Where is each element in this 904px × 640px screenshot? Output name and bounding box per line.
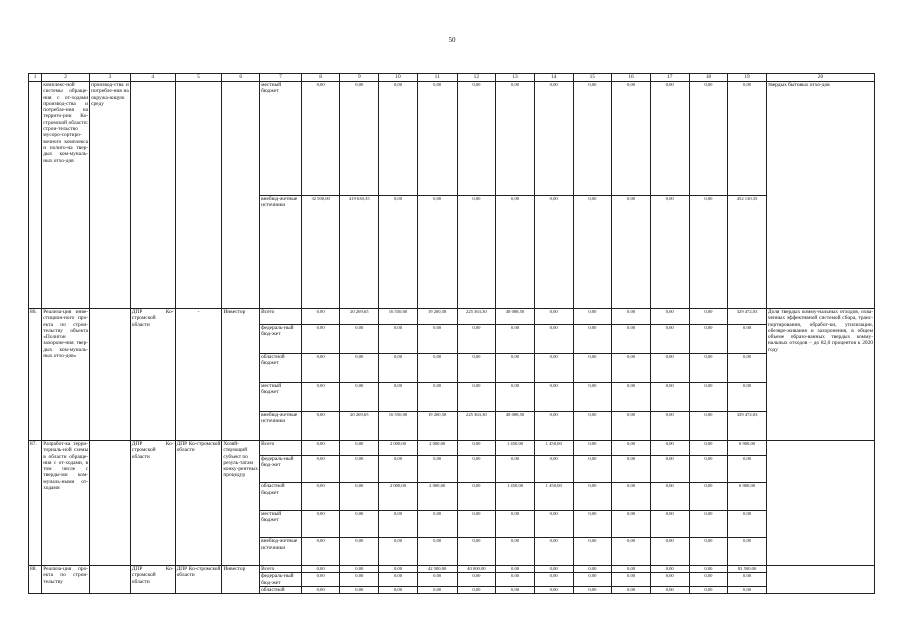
value-cell: 0,00 bbox=[417, 538, 457, 566]
value-cell: 0,00 bbox=[301, 483, 340, 511]
row-number-cell: 86. bbox=[29, 309, 42, 441]
header-cell: 19 bbox=[728, 74, 767, 82]
value-cell: 2 000,00 bbox=[379, 441, 418, 456]
value-cell: 0,00 bbox=[496, 82, 535, 196]
value-cell: 0,00 bbox=[417, 510, 457, 538]
indicator-cell: Доля твердых комму-нальных отходов, охва-ченных эффективной системой сбора, транс-портирования, обработ-ки, утилизации, обезвре-живания и захоронения, в общем объеме образо-ванных твердых комму-нальных отходов – до 82,0 процентов к 2020 году bbox=[766, 309, 874, 441]
funding-source-cell: федераль-ный бюд-жет bbox=[260, 324, 302, 353]
value-cell: 0,00 bbox=[612, 573, 651, 587]
value-cell: 0,00 bbox=[650, 538, 689, 566]
value-cell: 0,00 bbox=[689, 586, 728, 593]
header-cell: 4 bbox=[130, 74, 175, 82]
value-cell: 0,00 bbox=[650, 483, 689, 511]
participant-cell: Инвестор bbox=[222, 566, 260, 594]
value-cell: 0,00 bbox=[457, 353, 496, 382]
value-cell: 0,00 bbox=[728, 573, 767, 587]
value-cell: 452 130,35 bbox=[728, 195, 767, 309]
value-cell: 0,00 bbox=[689, 309, 728, 325]
participant-cell: Хозяй-ствующий субъект по резуль-татам конку-рентных процедур bbox=[222, 441, 260, 566]
value-cell: 16 550,00 bbox=[379, 309, 418, 325]
value-cell: 0,00 bbox=[534, 566, 573, 573]
value-cell: 0,00 bbox=[689, 82, 728, 196]
value-cell: 0,00 bbox=[340, 538, 379, 566]
value-cell: 225 363,30 bbox=[457, 411, 496, 440]
indicator-cell bbox=[766, 441, 874, 566]
coexecutor-cell bbox=[175, 82, 222, 309]
header-cell: 8 bbox=[301, 74, 340, 82]
value-cell: 40 000,00 bbox=[457, 566, 496, 573]
value-cell: 0,00 bbox=[573, 510, 612, 538]
value-cell: 0,00 bbox=[650, 353, 689, 382]
value-cell: 0,00 bbox=[573, 353, 612, 382]
value-cell: 0,00 bbox=[573, 195, 612, 309]
value-cell: 0,00 bbox=[612, 309, 651, 325]
header-cell: 16 bbox=[612, 74, 651, 82]
value-cell: 0,00 bbox=[340, 324, 379, 353]
goal-cell bbox=[90, 566, 131, 594]
funding-source-cell: внебюд-жетные источники bbox=[260, 538, 302, 566]
value-cell: 0,00 bbox=[301, 353, 340, 382]
value-cell: 0,00 bbox=[340, 455, 379, 483]
value-cell: 0,00 bbox=[457, 510, 496, 538]
value-cell: 42 500,00 bbox=[417, 566, 457, 573]
budget-table bbox=[28, 73, 875, 594]
value-cell: 0,00 bbox=[534, 411, 573, 440]
value-cell: 0,00 bbox=[612, 483, 651, 511]
value-cell: 0,00 bbox=[340, 566, 379, 573]
value-cell: 0,00 bbox=[573, 538, 612, 566]
value-cell: 0,00 bbox=[534, 538, 573, 566]
indicator-cell: твердых бытовых отхо-дов bbox=[766, 82, 874, 309]
value-cell: 0,00 bbox=[379, 195, 418, 309]
value-cell: 0,00 bbox=[457, 195, 496, 309]
header-cell: 10 bbox=[379, 74, 418, 82]
row-number-cell: 88. bbox=[29, 566, 42, 594]
value-cell: 0,00 bbox=[573, 455, 612, 483]
value-cell: 0,00 bbox=[650, 382, 689, 411]
value-cell: 0,00 bbox=[689, 441, 728, 456]
value-cell: 0,00 bbox=[301, 573, 340, 587]
participant-cell: Инвестор bbox=[222, 309, 260, 441]
header-cell: 2 bbox=[42, 74, 90, 82]
value-cell: 0,00 bbox=[573, 382, 612, 411]
value-cell: 0,00 bbox=[534, 382, 573, 411]
coexecutor-cell: ДПР Ко-стромской области bbox=[175, 441, 222, 566]
value-cell: 0,00 bbox=[379, 82, 418, 196]
header-row bbox=[29, 74, 875, 82]
goal-cell bbox=[90, 441, 131, 566]
value-cell: 0,00 bbox=[301, 538, 340, 566]
value-cell: 0,00 bbox=[573, 566, 612, 573]
event-name-cell: Реализа-ция инве-стицион-ного про-екта по строи-тельству объекта «Полигон захороне-ния твер-дых ком-муналь-ных отхо-дов» bbox=[42, 309, 90, 441]
value-cell: 20 269,65 bbox=[340, 411, 379, 440]
participant-cell bbox=[222, 82, 260, 309]
value-cell: 0,00 bbox=[534, 586, 573, 593]
value-cell: 0,00 bbox=[534, 309, 573, 325]
value-cell: 0,00 bbox=[650, 411, 689, 440]
value-cell: 0,00 bbox=[612, 586, 651, 593]
value-cell: 0,00 bbox=[534, 455, 573, 483]
value-cell: 0,00 bbox=[379, 382, 418, 411]
value-cell: 0,00 bbox=[689, 566, 728, 573]
value-cell: 20 269,65 bbox=[340, 309, 379, 325]
value-cell: 0,00 bbox=[301, 382, 340, 411]
value-cell: 2 000,00 bbox=[417, 483, 457, 511]
value-cell: 0,00 bbox=[573, 82, 612, 196]
value-cell: 0,00 bbox=[496, 455, 535, 483]
table-row bbox=[29, 82, 875, 196]
funding-source-cell: Всего bbox=[260, 441, 302, 456]
value-cell: 0,00 bbox=[612, 195, 651, 309]
value-cell: 0,00 bbox=[340, 586, 379, 593]
table-row bbox=[29, 441, 875, 456]
header-cell: 18 bbox=[689, 74, 728, 82]
header-cell: 14 bbox=[534, 74, 573, 82]
value-cell: 0,00 bbox=[301, 566, 340, 573]
value-cell: 0,00 bbox=[340, 353, 379, 382]
value-cell: 0,00 bbox=[573, 309, 612, 325]
value-cell: 0,00 bbox=[457, 441, 496, 456]
value-cell: 0,00 bbox=[728, 538, 767, 566]
header-cell: 15 bbox=[573, 74, 612, 82]
funding-source-cell: федераль-ный бюд-жет bbox=[260, 455, 302, 483]
value-cell: 0,00 bbox=[417, 382, 457, 411]
value-cell: 0,00 bbox=[417, 573, 457, 587]
value-cell: 0,00 bbox=[379, 353, 418, 382]
funding-source-cell: внебюд-жетные источники bbox=[260, 411, 302, 440]
funding-source-cell: внебюд-жетные источники bbox=[260, 195, 302, 309]
value-cell: 0,00 bbox=[301, 441, 340, 456]
value-cell: 0,00 bbox=[379, 324, 418, 353]
header-cell: 12 bbox=[457, 74, 496, 82]
value-cell: 329 472,03 bbox=[728, 411, 767, 440]
value-cell: 0,00 bbox=[379, 566, 418, 573]
funding-source-cell: местный бюджет bbox=[260, 382, 302, 411]
coexecutor-cell: - bbox=[175, 309, 222, 441]
value-cell: 16 550,00 bbox=[379, 411, 418, 440]
value-cell: 0,00 bbox=[340, 382, 379, 411]
value-cell: 0,00 bbox=[612, 510, 651, 538]
value-cell: 0,00 bbox=[496, 538, 535, 566]
value-cell: 0,00 bbox=[689, 573, 728, 587]
value-cell: 0,00 bbox=[650, 309, 689, 325]
funding-source-cell: областной бюджет bbox=[260, 483, 302, 511]
row-number-cell: 87. bbox=[29, 441, 42, 566]
value-cell: 0,00 bbox=[728, 324, 767, 353]
value-cell: 0,00 bbox=[728, 586, 767, 593]
value-cell: 0,00 bbox=[340, 510, 379, 538]
value-cell: 0,00 bbox=[496, 195, 535, 309]
value-cell: 0,00 bbox=[689, 195, 728, 309]
value-cell: 0,00 bbox=[573, 441, 612, 456]
header-cell: 17 bbox=[650, 74, 689, 82]
event-name-cell: комплекс-ной системы обраще-ния с от-ходами производ-ства и потребле-ния на террито-рии Ко-стромской области: строи-тельство мусоро-сортиро-вочного комплекса и полиго-на твер-дых ком-муналь-ных отхо-дов bbox=[42, 82, 90, 309]
value-cell: 0,00 bbox=[612, 538, 651, 566]
value-cell: 0,00 bbox=[379, 573, 418, 587]
value-cell: 0,00 bbox=[417, 195, 457, 309]
value-cell: 0,00 bbox=[728, 382, 767, 411]
value-cell: 0,00 bbox=[379, 510, 418, 538]
value-cell: 0,00 bbox=[340, 441, 379, 456]
value-cell: 0,00 bbox=[417, 586, 457, 593]
value-cell: 19 200,58 bbox=[417, 411, 457, 440]
funding-source-cell: местный бюджет bbox=[260, 510, 302, 538]
value-cell: 0,00 bbox=[689, 382, 728, 411]
responsible-cell: ДПР Ко-стромской области bbox=[130, 309, 175, 441]
value-cell: 19 200,58 bbox=[417, 309, 457, 325]
value-cell: 0,00 bbox=[496, 324, 535, 353]
value-cell: 0,00 bbox=[650, 82, 689, 196]
value-cell: 0,00 bbox=[301, 455, 340, 483]
funding-source-cell: Всего bbox=[260, 309, 302, 325]
value-cell: 0,00 bbox=[340, 573, 379, 587]
value-cell: 1 450,00 bbox=[496, 441, 535, 456]
value-cell: 0,00 bbox=[534, 510, 573, 538]
value-cell: 0,00 bbox=[457, 455, 496, 483]
value-cell: 0,00 bbox=[379, 586, 418, 593]
value-cell: 1 450,00 bbox=[534, 483, 573, 511]
value-cell: 0,00 bbox=[689, 538, 728, 566]
event-name-cell: Реализа-ция про-екта по строи-тельству bbox=[42, 566, 90, 594]
value-cell: 0,00 bbox=[573, 586, 612, 593]
value-cell: 0,00 bbox=[689, 324, 728, 353]
row-number-cell bbox=[29, 82, 42, 309]
value-cell: 0,00 bbox=[457, 324, 496, 353]
value-cell: 6 900,00 bbox=[728, 483, 767, 511]
value-cell: 0,00 bbox=[496, 573, 535, 587]
table-row bbox=[29, 566, 875, 573]
header-cell: 7 bbox=[260, 74, 302, 82]
coexecutor-cell: ДПР Ко-стромской области bbox=[175, 566, 222, 594]
value-cell: 225 363,30 bbox=[457, 309, 496, 325]
value-cell: 0,00 bbox=[417, 324, 457, 353]
value-cell: 2 000,00 bbox=[417, 441, 457, 456]
value-cell: 0,00 bbox=[496, 382, 535, 411]
value-cell: 0,00 bbox=[612, 566, 651, 573]
value-cell: 0,00 bbox=[612, 455, 651, 483]
value-cell: 0,00 bbox=[728, 353, 767, 382]
value-cell: 0,00 bbox=[689, 353, 728, 382]
funding-source-cell: местный бюджет bbox=[260, 82, 302, 196]
value-cell: 0,00 bbox=[650, 566, 689, 573]
value-cell: 0,00 bbox=[534, 353, 573, 382]
event-name-cell: Разработ-ка терри-ториаль-ной схемы в области обраще-ния с от-ходами, в том числе с тверды-ми ком-муналь-ными от-ходами bbox=[42, 441, 90, 566]
value-cell: 0,00 bbox=[612, 382, 651, 411]
value-cell: 0,00 bbox=[534, 573, 573, 587]
funding-source-cell: федераль-ный бюд-жет bbox=[260, 573, 302, 587]
value-cell: 0,00 bbox=[689, 411, 728, 440]
value-cell: 0,00 bbox=[728, 510, 767, 538]
value-cell: 0,00 bbox=[301, 411, 340, 440]
value-cell: 0,00 bbox=[650, 510, 689, 538]
value-cell: 32 500,00 bbox=[301, 195, 340, 309]
value-cell: 82 500,00 bbox=[728, 566, 767, 573]
value-cell: 0,00 bbox=[728, 82, 767, 196]
value-cell: 0,00 bbox=[379, 538, 418, 566]
value-cell: 1 450,00 bbox=[534, 441, 573, 456]
value-cell: 0,00 bbox=[650, 573, 689, 587]
value-cell: 0,00 bbox=[650, 586, 689, 593]
funding-source-cell: Всего bbox=[260, 566, 302, 573]
value-cell: 0,00 bbox=[612, 441, 651, 456]
page-number: 50 bbox=[448, 36, 456, 44]
value-cell: 0,00 bbox=[534, 82, 573, 196]
value-cell: 0,00 bbox=[689, 510, 728, 538]
value-cell: 0,00 bbox=[496, 586, 535, 593]
value-cell: 0,00 bbox=[573, 573, 612, 587]
value-cell: 0,00 bbox=[534, 324, 573, 353]
value-cell: 329 472,03 bbox=[728, 309, 767, 325]
value-cell: 0,00 bbox=[417, 82, 457, 196]
value-cell: 419 630,35 bbox=[340, 195, 379, 309]
value-cell: 48 088,50 bbox=[496, 411, 535, 440]
goal-cell bbox=[90, 309, 131, 441]
header-cell: 6 bbox=[222, 74, 260, 82]
header-cell: 13 bbox=[496, 74, 535, 82]
responsible-cell: ДПР Ко-стромской области bbox=[130, 441, 175, 566]
value-cell: 0,00 bbox=[457, 538, 496, 566]
table-row bbox=[29, 309, 875, 325]
header-cell: 3 bbox=[90, 74, 131, 82]
funding-source-cell: областной бюджет bbox=[260, 353, 302, 382]
indicator-cell bbox=[766, 566, 874, 594]
value-cell: 0,00 bbox=[457, 382, 496, 411]
header-cell: 1 bbox=[29, 74, 42, 82]
value-cell: 0,00 bbox=[301, 309, 340, 325]
responsible-cell bbox=[130, 82, 175, 309]
value-cell: 1 450,00 bbox=[496, 483, 535, 511]
value-cell: 0,00 bbox=[612, 411, 651, 440]
value-cell: 0,00 bbox=[457, 586, 496, 593]
value-cell: 0,00 bbox=[457, 483, 496, 511]
value-cell: 0,00 bbox=[301, 324, 340, 353]
value-cell: 0,00 bbox=[650, 324, 689, 353]
value-cell: 0,00 bbox=[612, 353, 651, 382]
value-cell: 0,00 bbox=[573, 411, 612, 440]
value-cell: 0,00 bbox=[301, 82, 340, 196]
value-cell: 0,00 bbox=[496, 353, 535, 382]
header-cell: 20 bbox=[766, 74, 874, 82]
value-cell: 0,00 bbox=[534, 195, 573, 309]
value-cell: 6 900,00 bbox=[728, 441, 767, 456]
value-cell: 48 088,50 bbox=[496, 309, 535, 325]
value-cell: 0,00 bbox=[612, 324, 651, 353]
value-cell: 0,00 bbox=[340, 82, 379, 196]
value-cell: 0,00 bbox=[573, 324, 612, 353]
value-cell: 0,00 bbox=[496, 510, 535, 538]
value-cell: 0,00 bbox=[457, 82, 496, 196]
funding-source-cell: областной bbox=[260, 586, 302, 593]
goal-cell: производ-ства и потребле-ния на окружа-ющую среду bbox=[90, 82, 131, 309]
value-cell: 0,00 bbox=[650, 455, 689, 483]
value-cell: 0,00 bbox=[650, 195, 689, 309]
value-cell: 0,00 bbox=[689, 455, 728, 483]
header-cell: 9 bbox=[340, 74, 379, 82]
value-cell: 0,00 bbox=[417, 353, 457, 382]
value-cell: 0,00 bbox=[301, 510, 340, 538]
value-cell: 0,00 bbox=[650, 441, 689, 456]
value-cell: 0,00 bbox=[379, 455, 418, 483]
value-cell: 0,00 bbox=[689, 483, 728, 511]
value-cell: 0,00 bbox=[496, 566, 535, 573]
value-cell: 0,00 bbox=[340, 483, 379, 511]
header-cell: 11 bbox=[417, 74, 457, 82]
value-cell: 0,00 bbox=[728, 455, 767, 483]
value-cell: 2 000,00 bbox=[379, 483, 418, 511]
value-cell: 0,00 bbox=[417, 455, 457, 483]
header-cell: 5 bbox=[175, 74, 222, 82]
value-cell: 0,00 bbox=[612, 82, 651, 196]
value-cell: 0,00 bbox=[457, 573, 496, 587]
value-cell: 0,00 bbox=[573, 483, 612, 511]
responsible-cell: ДПР Ко-стромской области bbox=[130, 566, 175, 594]
value-cell: 0,00 bbox=[301, 586, 340, 593]
